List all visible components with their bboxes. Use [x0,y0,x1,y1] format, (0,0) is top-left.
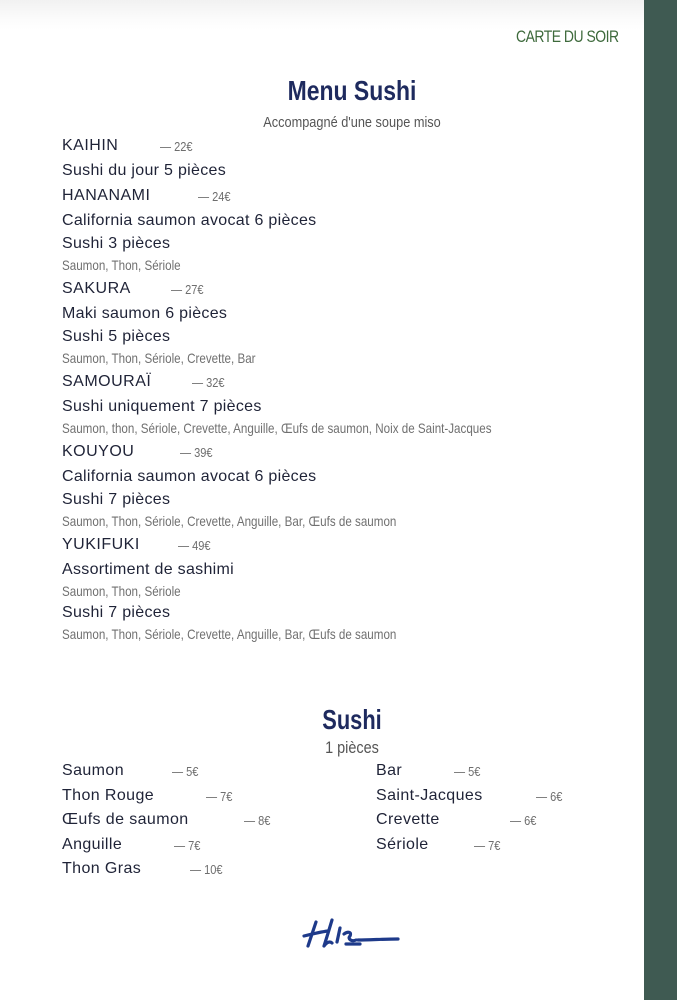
menu-set-item: Sushi du jour 5 pièces [62,162,227,179]
sushi-item-name: Bar [376,762,403,779]
sushi-item-price: — 10€ [190,862,223,877]
menu-set-header [62,373,622,395]
sushi-item-name: Saumon [62,762,124,779]
sushi-item-name: Anguille [62,835,123,853]
menu-set-name: KAIHIN [62,137,119,154]
menu-set-price: — 49€ [178,538,211,553]
menu-set-item: Sushi 7 pièces [62,491,171,508]
menu-set [62,373,622,438]
menu-set-header [62,536,622,558]
menu-set-name: YUKIFUKI [62,536,140,553]
sushi-item-price: — 6€ [536,788,563,804]
sushi-section-subtitle: 1 pièces [325,738,379,757]
sushi-item-price: — 6€ [510,813,537,828]
menu-set-list [62,137,622,649]
menu-set-item: Maki saumon 6 pièces [62,305,228,322]
menu-set [62,443,622,531]
menu-set-price: — 22€ [160,139,193,154]
menu-set-detail: Saumon, Thon, Sériole [62,583,181,599]
sushi-section-title: Sushi [322,704,382,735]
menu-set-header [62,137,622,159]
sushi-item-price: — 7€ [174,837,201,853]
menu-set [62,280,622,368]
top-shadow [0,0,644,30]
menu-set-name: SAKURA [62,280,131,297]
menu-set-header [62,443,622,465]
menu-set-item: California saumon avocat 6 pièces [62,468,317,485]
menu-set-price: — 27€ [171,282,204,297]
menu-set-detail: Saumon, Thon, Sériole [62,257,181,273]
sushi-item-name: Thon Rouge [62,786,155,804]
sushi-item-name: Œufs de saumon [62,811,189,828]
menu-set-header [62,280,622,302]
side-accent-strip [644,0,677,1000]
menu-set-item: Sushi 5 pièces [62,328,171,345]
menu-set [62,536,622,644]
sushi-item-price: — 5€ [454,764,481,779]
menu-set-detail: Saumon, Thon, Sériole, Crevette, Anguille, Bar, Œufs de saumon [62,626,397,642]
sushi-item-price: — 7€ [474,837,501,853]
sushi-item-price: — 5€ [172,764,199,779]
menu-title: Menu Sushi [287,75,417,106]
menu-set-price: — 39€ [180,445,213,460]
menu-set-detail: Saumon, thon, Sériole, Crevette, Anguille, Œufs de saumon, Noix de Saint-Jacques [62,420,492,436]
carte-du-soir-label: CARTE DU SOIR [516,27,619,46]
menu-set-item: Sushi 7 pièces [62,604,171,621]
sushi-item-name: Thon Gras [62,860,142,877]
menu-set-name: SAMOURAÏ [62,373,152,390]
menu-set-name: HANANAMI [62,187,151,204]
menu-set-price: — 24€ [198,189,231,204]
menu-subtitle: Accompagné d'une soupe miso [263,114,441,131]
menu-set-price: — 32€ [192,375,225,390]
menu-set-item: Assortiment de sashimi [62,561,234,578]
menu-set-detail: Saumon, Thon, Sériole, Crevette, Anguille, Bar, Œufs de saumon [62,513,397,529]
menu-set-item: Sushi 3 pièces [62,235,171,252]
menu-set-name: KOUYOU [62,443,135,460]
sushi-item-price: — 7€ [206,788,233,804]
signature-logo-icon [300,914,404,954]
menu-set [62,187,622,275]
sushi-item-price: — 8€ [244,813,271,828]
menu-set [62,137,622,182]
menu-set-item: California saumon avocat 6 pièces [62,212,317,229]
menu-set-header [62,187,622,209]
menu-set-detail: Saumon, Thon, Sériole, Crevette, Bar [62,350,256,366]
menu-set-item: Sushi uniquement 7 pièces [62,398,262,415]
sushi-item-name: Crevette [376,811,440,828]
sushi-item-name: Saint-Jacques [376,786,483,804]
sushi-item-name: Sériole [376,835,429,853]
